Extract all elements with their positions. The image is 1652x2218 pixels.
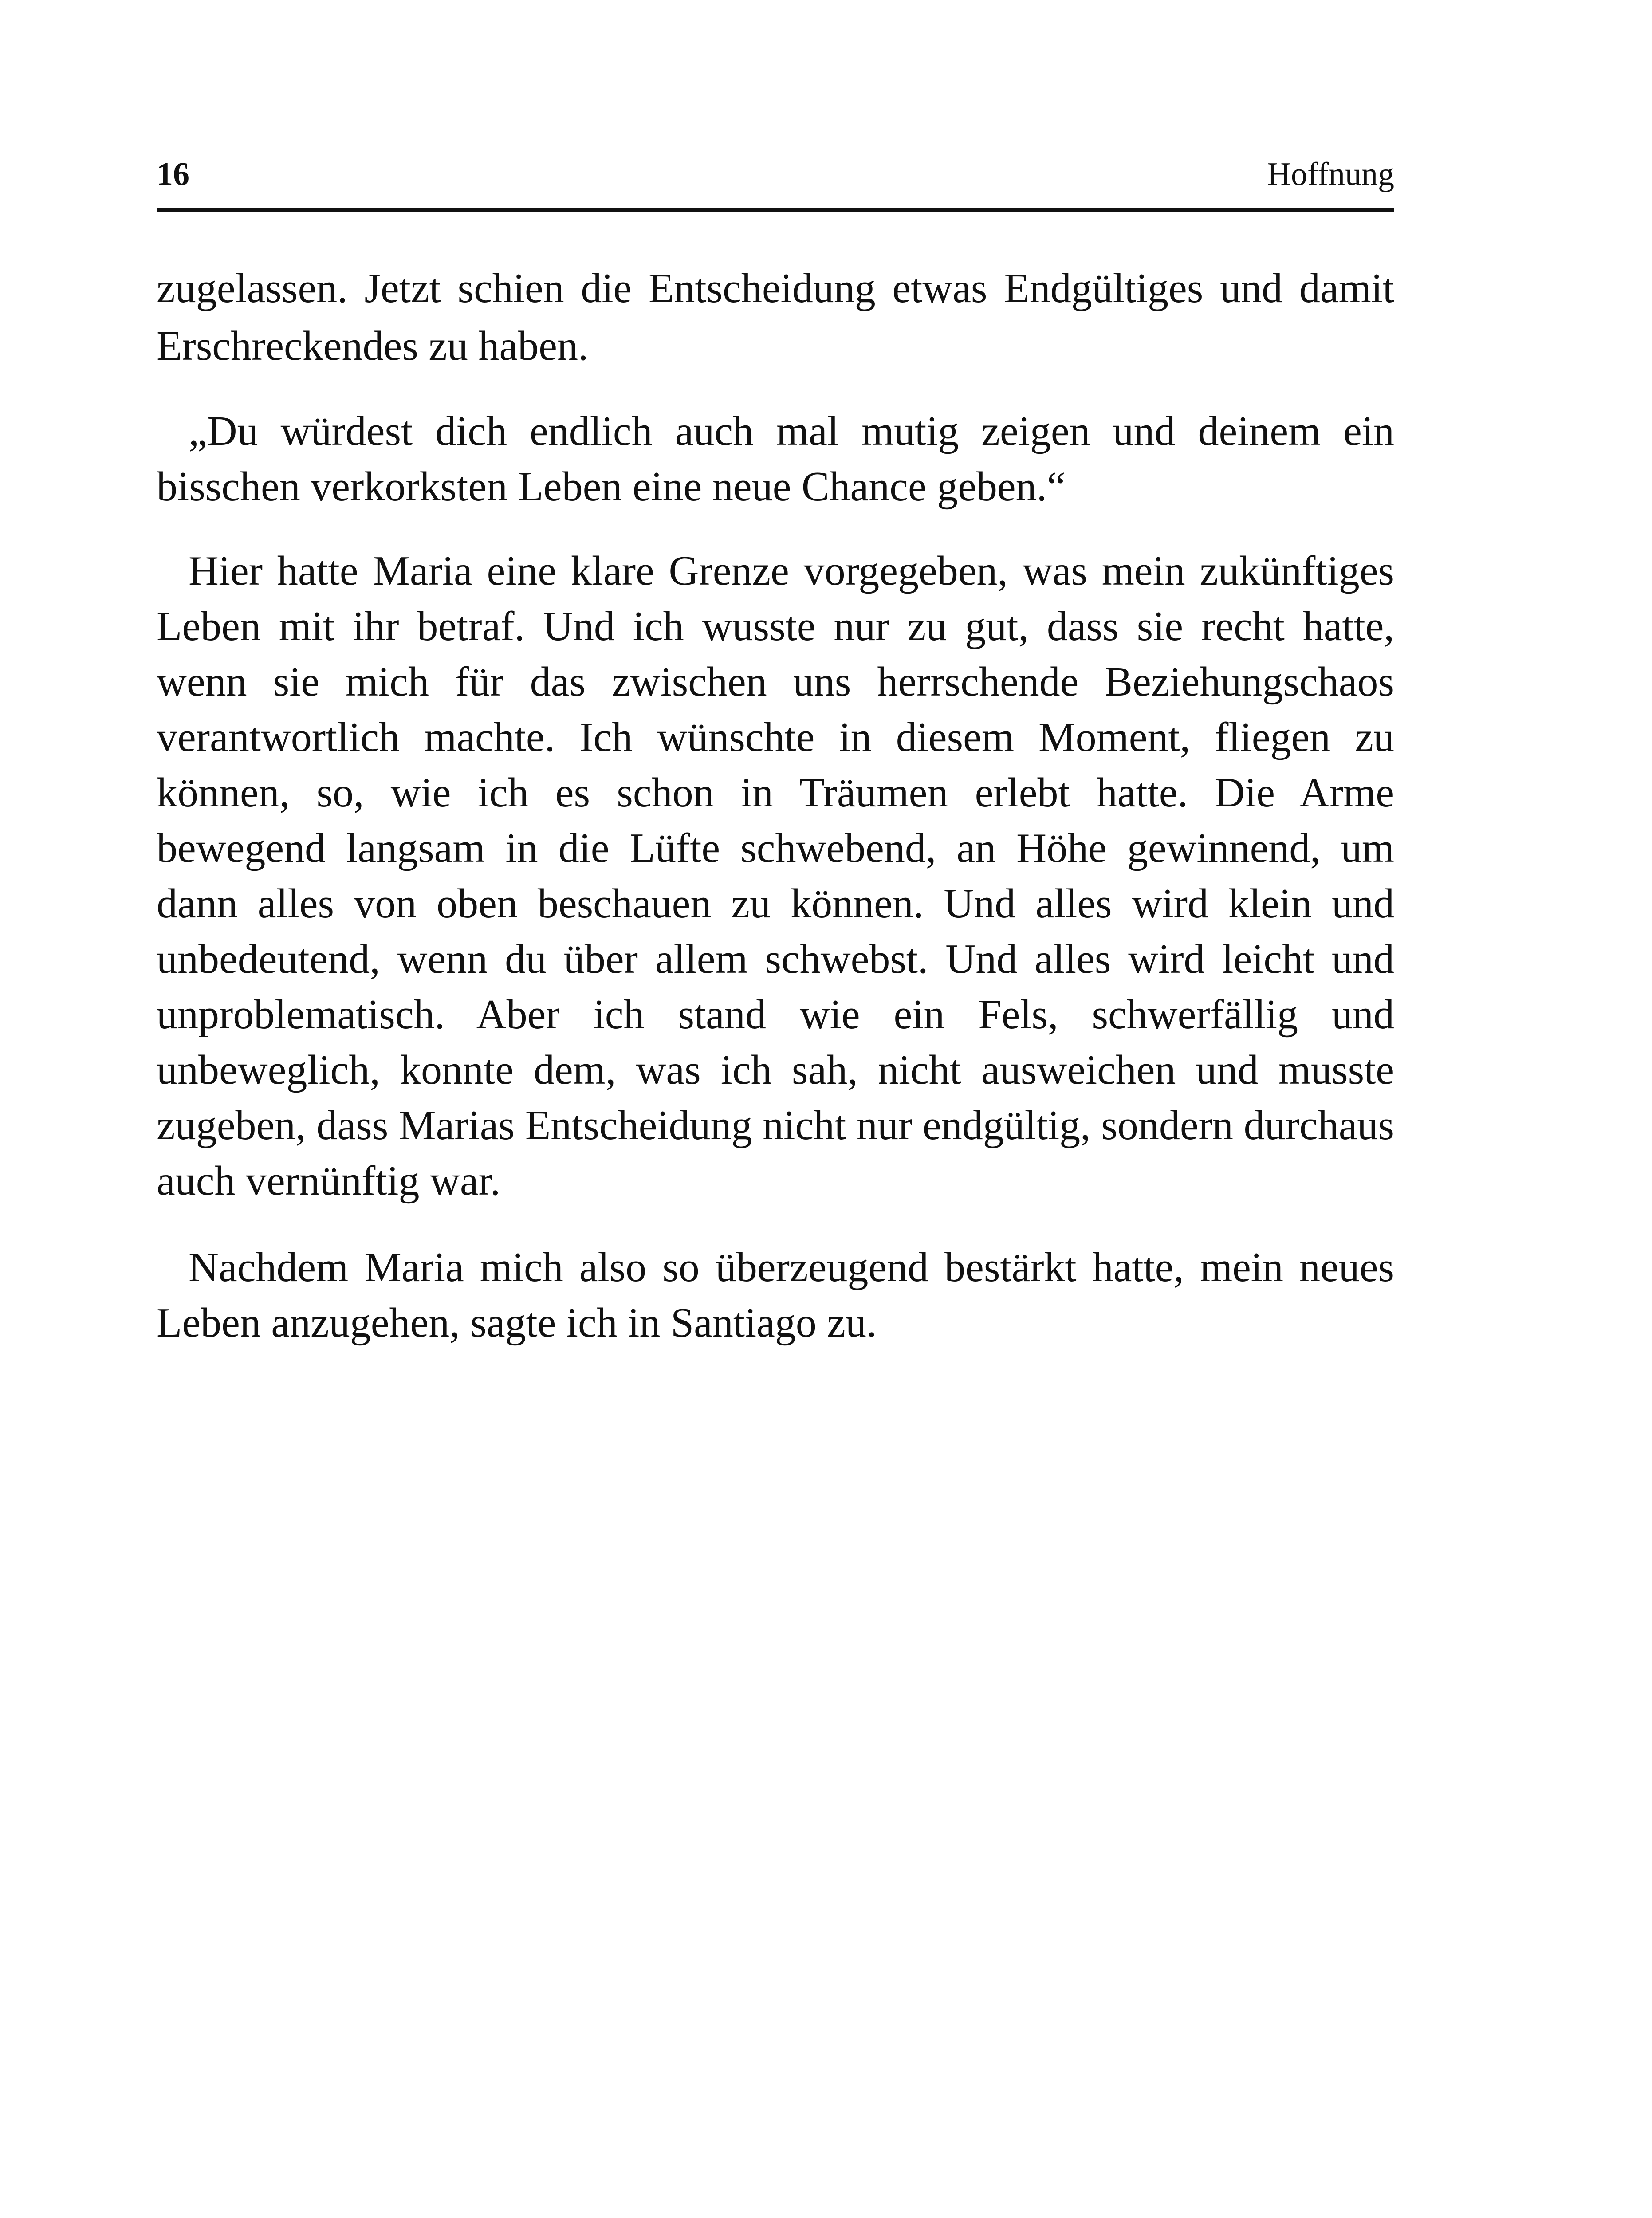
paragraph-continuation: zugelassen. Jetzt schien die Entscheidung etwas Endgültiges und damit Erschreckendes zu haben.	[157, 265, 1394, 369]
running-header	[157, 151, 1394, 212]
paragraph-main: Hier hatte Maria eine klare Grenze vorgegeben, was mein zukünftiges Leben mit ihr betraf. Und ich wusste nur zu gut, dass sie recht hatte, wenn sie mich für das zwischen uns herrschende Beziehungschaos verantwortlich machte. Ich wünschte in diesem Moment, fliegen zu können, so, wie ich es schon in Träumen erlebt hatte. Die Arme bewegend langsam in die Lüfte schwebend, an Höhe gewinnend, um dann alles von oben beschauen zu können. Und alles wird klein und unbedeutend, wenn du über allem schwebst. Und alles wird leicht und unproblematisch. Aber ich stand wie ein Fels, schwerfällig und unbeweglich, konnte dem, was ich sah, nicht ausweichen und musste zugeben, dass Marias Entscheidung nicht nur endgültig, sondern durchaus auch vernünftig war.	[157, 548, 1394, 1204]
body-text	[157, 260, 1394, 1351]
chapter-title: Hoffnung	[1267, 156, 1394, 193]
page-number: 16	[157, 156, 189, 193]
paragraph-quote: „Du würdest dich endlich auch mal mutig zeigen und deinem ein bisschen verkorksten Leben eine neue Chance geben.“	[157, 408, 1394, 510]
paragraph-final: Nachdem Maria mich also so überzeugend bestärkt hatte, mein neues Leben anzugehen, sagte ich in Santiago zu.	[157, 1244, 1394, 1346]
